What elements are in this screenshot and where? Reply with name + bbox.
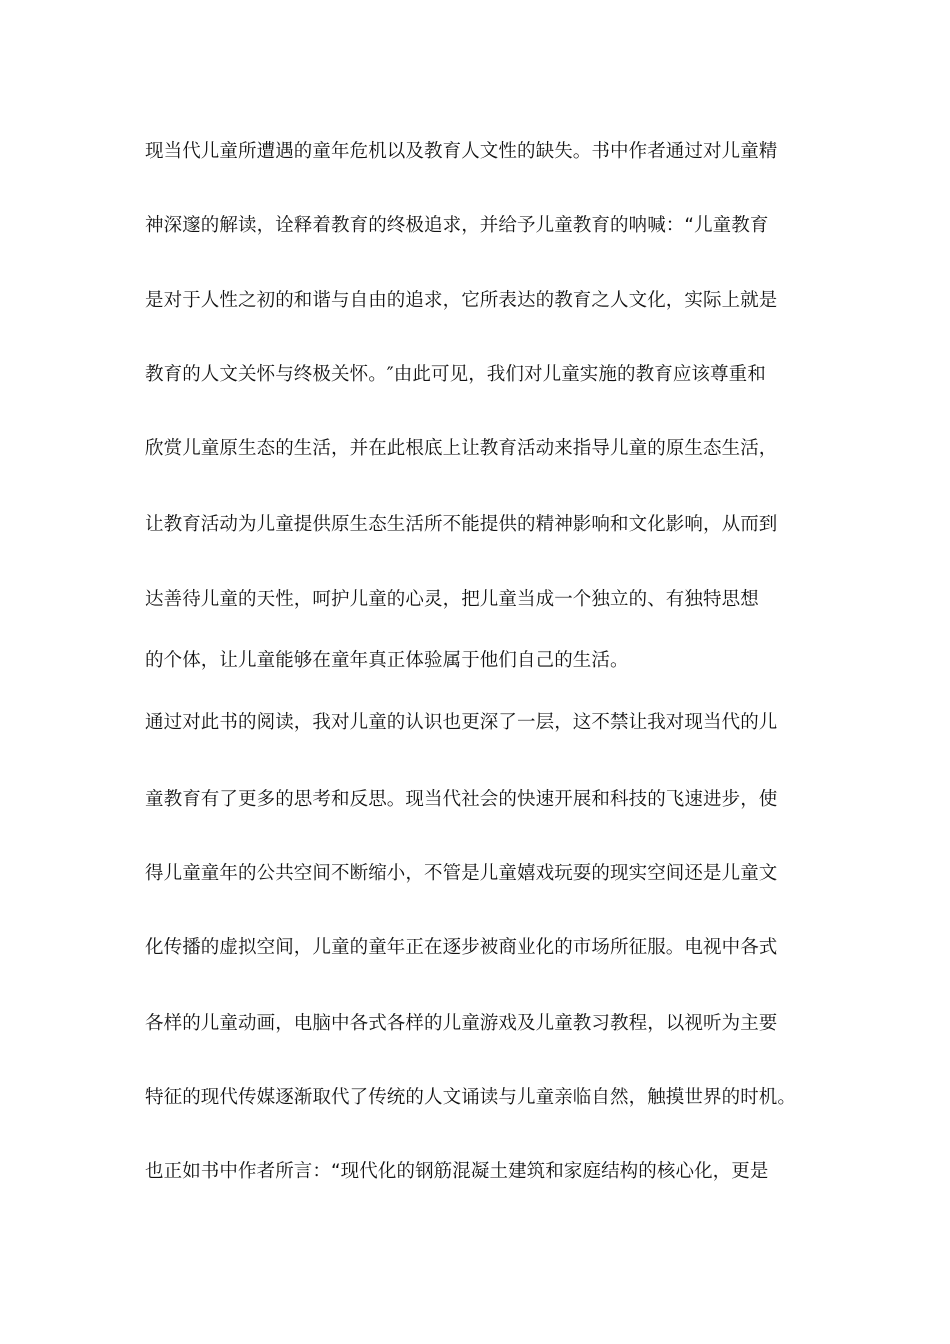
text-line: 的个体，让儿童能够在童年真正体验属于他们自己的生活。: [145, 650, 629, 671]
text-line: 也正如书中作者所言：“现代化的钢筋混凝土建筑和家庭结构的核心化，更是: [145, 1161, 769, 1182]
text-line: 通过对此书的阅读，我对儿童的认识也更深了一层，这不禁让我对现当代的儿: [145, 712, 778, 733]
text-line: 让教育活动为儿童提供原生态生活所不能提供的精神影响和文化影响，从而到: [145, 514, 778, 535]
text-line: 各样的儿童动画，电脑中各式各样的儿童游戏及儿童教习教程，以视听为主要: [145, 1013, 778, 1034]
text-line: 达善待儿童的天性，呵护儿童的心灵，把儿童当成一个独立的、有独特思想: [145, 589, 759, 610]
text-line: 特征的现代传媒逐渐取代了传统的人文诵读与儿童亲临自然，触摸世界的时机。: [145, 1087, 797, 1108]
text-line: 是对于人性之初的和谐与自由的追求，它所表达的教育之人文化，实际上就是: [145, 290, 778, 311]
text-line: 神深邃的解读，诠释着教育的终极追求，并给予儿童教育的呐喊：“儿童教育: [145, 215, 769, 236]
text-line: 现当代儿童所遭遇的童年危机以及教育人文性的缺失。书中作者通过对儿童精: [145, 141, 778, 162]
text-line: 化传播的虚拟空间，儿童的童年正在逐步被商业化的市场所征服。电视中各式: [145, 937, 778, 958]
text-line: 得儿童童年的公共空间不断缩小，不管是儿童嬉戏玩耍的现实空间还是儿童文: [145, 863, 778, 884]
text-line: 童教育有了更多的思考和反思。现当代社会的快速开展和科技的飞速进步，使: [145, 789, 778, 810]
text-line: 欣赏儿童原生态的生活，并在此根底上让教育活动来指导儿童的原生态生活，: [145, 438, 778, 459]
text-line: 教育的人文关怀与终极关怀。″由此可见，我们对儿童实施的教育应该尊重和: [145, 364, 766, 385]
